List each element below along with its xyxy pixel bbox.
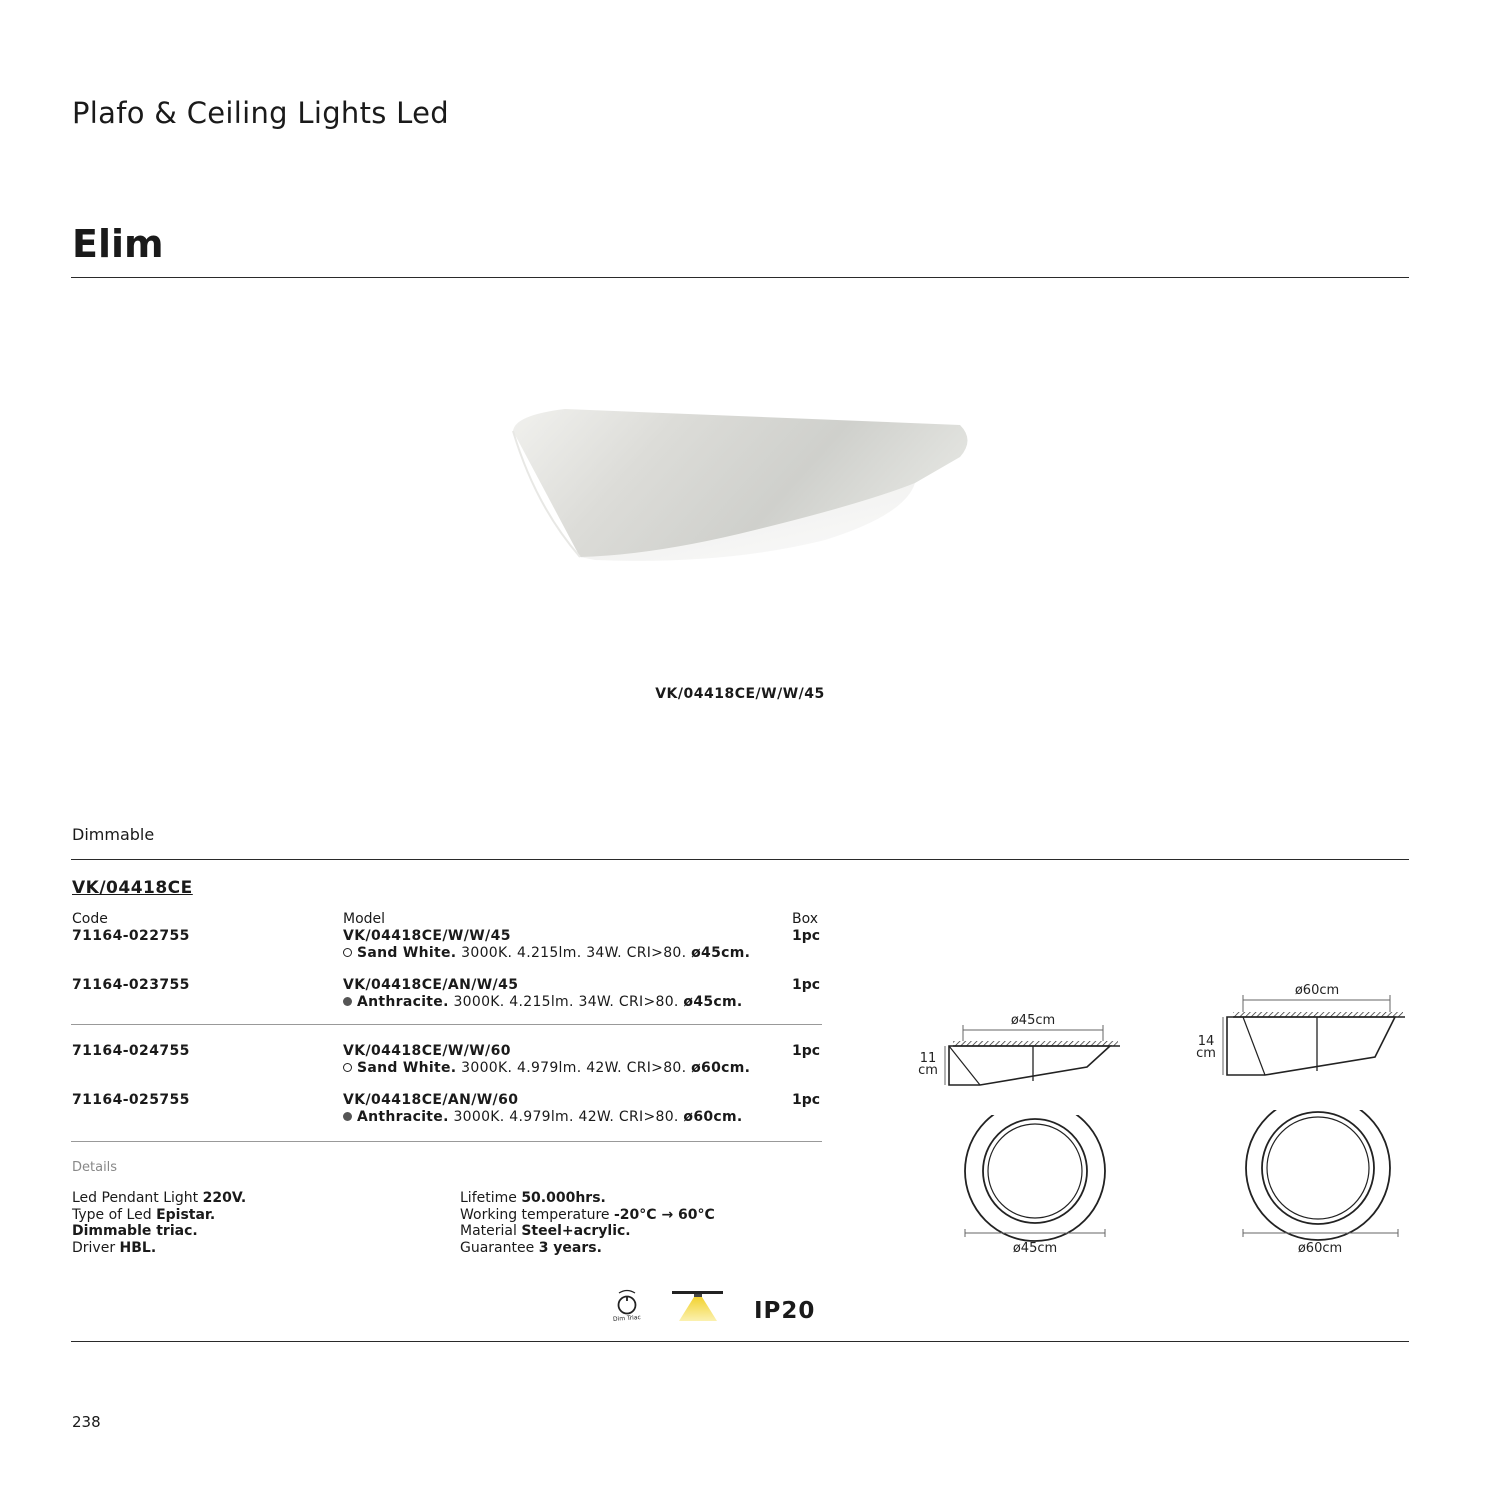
product-title: Elim (72, 222, 164, 266)
row-description: Sand White. 3000K. 4.215lm. 34W. CRI>80. ø45cm. (343, 945, 750, 961)
row-code: 71164-025755 (72, 1092, 190, 1108)
product-photo (505, 395, 975, 565)
row-code: 71164-023755 (72, 977, 190, 993)
family-code: VK/04418CE (72, 878, 193, 898)
top-diameter-45: ø45cm (1010, 1013, 1056, 1028)
detail-item: Guarantee 3 years. (460, 1239, 602, 1256)
height-value-11: 11 (919, 1051, 937, 1066)
catalog-category: Plafo & Ceiling Lights Led (72, 96, 449, 130)
details-heading: Details (72, 1160, 118, 1175)
title-divider (71, 277, 1409, 278)
row-box: 1pc (792, 928, 821, 944)
footer-divider (71, 1341, 1409, 1342)
table-divider (71, 1141, 822, 1142)
page-number: 238 (72, 1413, 101, 1431)
row-description: Anthracite. 3000K. 4.979lm. 42W. CRI>80. ø60cm. (343, 1109, 743, 1125)
dim-triac-icon (605, 1287, 651, 1323)
side-profile-60-drawing (1185, 975, 1415, 1080)
anthracite-swatch-icon (343, 1112, 352, 1121)
row-box: 1pc (792, 977, 821, 993)
row-model: VK/04418CE/W/W/45 (343, 928, 511, 944)
group-divider (71, 1024, 822, 1025)
row-model: VK/04418CE/AN/W/60 (343, 1092, 519, 1108)
bottom-diameter-45: ø45cm (1012, 1241, 1058, 1256)
height-unit-11: cm (918, 1063, 938, 1078)
top-view-45-drawing (955, 1115, 1115, 1260)
row-model: VK/04418CE/AN/W/45 (343, 977, 519, 993)
detail-item: Dimmable triac. (72, 1223, 198, 1239)
row-box: 1pc (792, 1092, 821, 1108)
detail-item: Type of Led Epistar. (72, 1206, 216, 1223)
row-code: 71164-024755 (72, 1043, 190, 1059)
header-box: Box (792, 911, 819, 927)
height-value-14: 14 (1197, 1034, 1215, 1049)
top-diameter-60: ø60cm (1294, 983, 1340, 998)
details-right (460, 1190, 715, 1256)
detail-item: Working temperature -20°C → 60°C (460, 1206, 715, 1223)
row-code: 71164-022755 (72, 928, 190, 944)
details-left (72, 1190, 246, 1256)
bottom-diameter-60: ø60cm (1297, 1241, 1343, 1256)
top-view-60-drawing (1238, 1110, 1403, 1260)
detail-item: Led Pendant Light 220V. (72, 1190, 247, 1206)
detail-item: Driver HBL. (72, 1239, 157, 1256)
row-description: Sand White. 3000K. 4.979lm. 42W. CRI>80. ø60cm. (343, 1060, 750, 1076)
height-unit-14: cm (1196, 1046, 1216, 1061)
sand-white-swatch-icon (343, 948, 352, 957)
row-description: Anthracite. 3000K. 4.215lm. 34W. CRI>80. ø45cm. (343, 994, 743, 1010)
section-label: Dimmable (72, 825, 155, 844)
sand-white-swatch-icon (343, 1063, 352, 1072)
ip-rating: IP20 (754, 1298, 816, 1324)
photo-caption: VK/04418CE/W/W/45 (655, 686, 825, 702)
detail-item: Lifetime 50.000hrs. (460, 1190, 606, 1206)
side-profile-45-drawing (905, 1005, 1130, 1095)
detail-item: Material Steel+acrylic. (460, 1223, 631, 1239)
section-divider (71, 859, 1409, 860)
dim-triac-label: Dim Triac (612, 1314, 642, 1323)
row-box: 1pc (792, 1043, 821, 1059)
downlight-beam-icon (670, 1289, 726, 1323)
anthracite-swatch-icon (343, 997, 352, 1006)
header-code: Code (72, 911, 108, 927)
row-model: VK/04418CE/W/W/60 (343, 1043, 511, 1059)
header-model: Model (343, 911, 386, 927)
